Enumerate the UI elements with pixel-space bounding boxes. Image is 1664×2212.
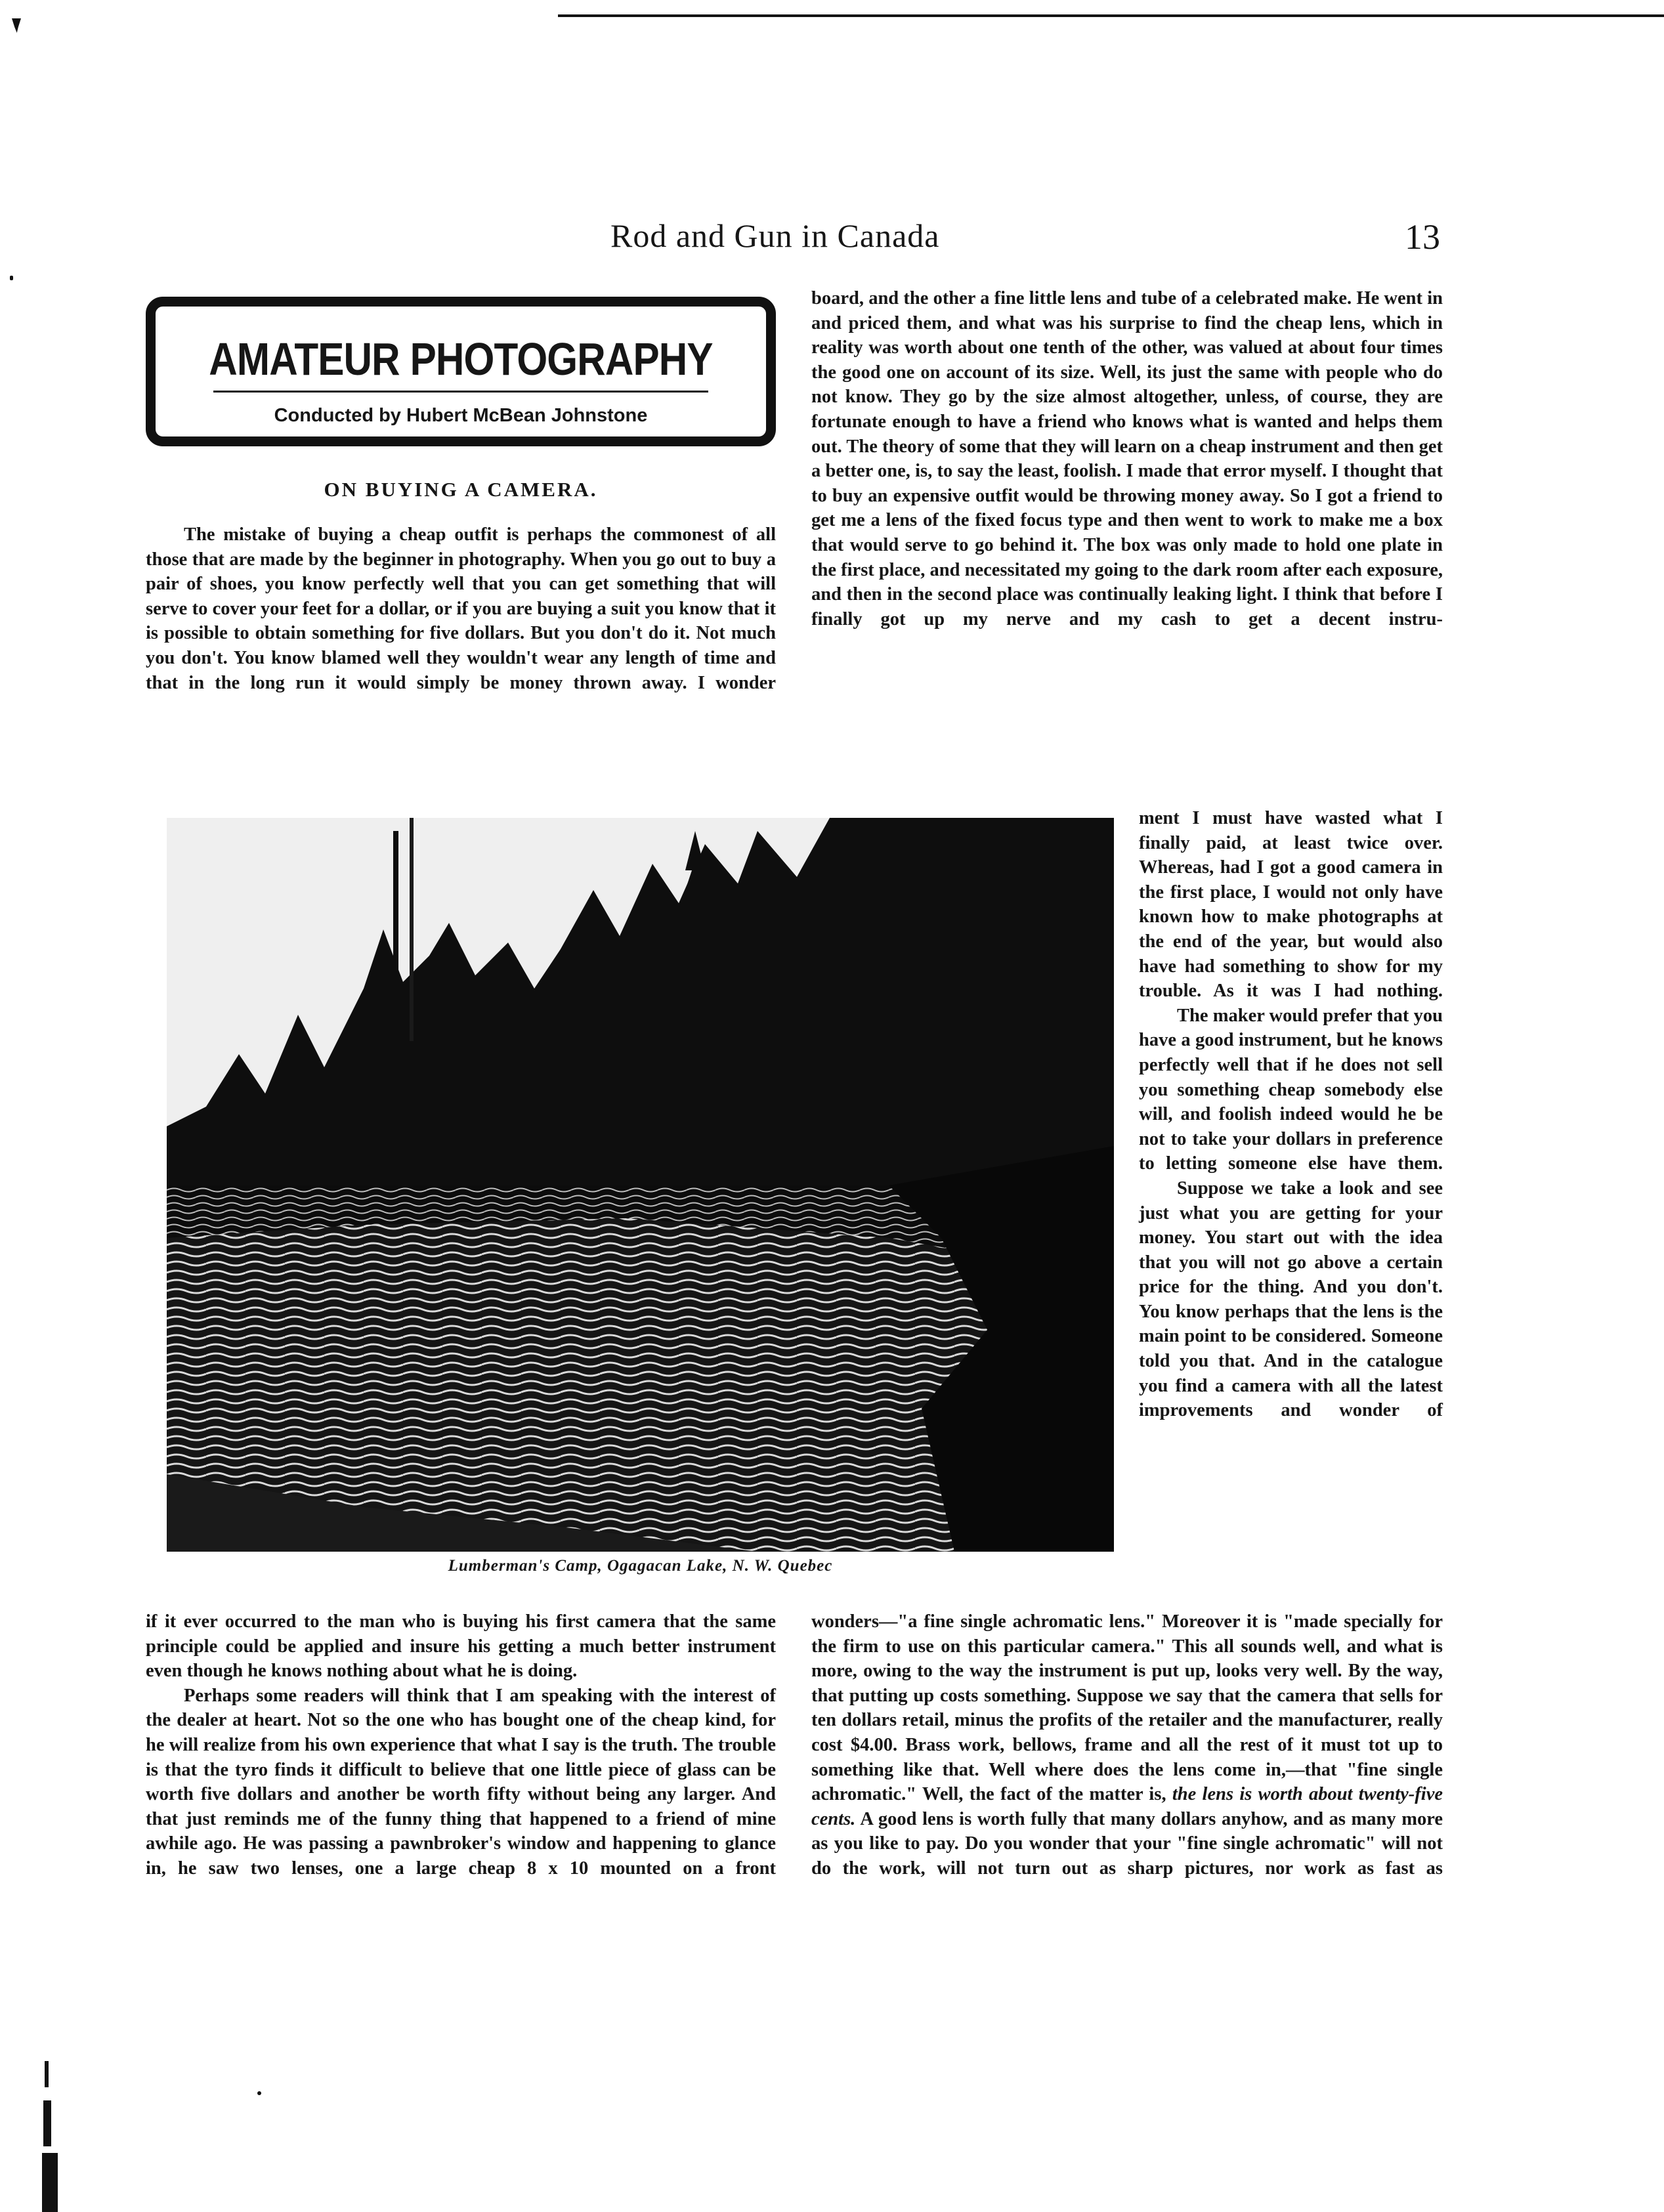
paragraph: Perhaps some readers will think that I am speaking with the interest of the dealer at heart. Not so the one who has bought one of the cheap kind, for he will realize from his own experience that what I say is the truth. The trouble is that the tyro finds it difficult to believe that one little piece of glass can be worth five dollars and another be worth fifty without being any larger. And that just reminds me of the funny thing that happened to a friend of mine awhile ago. He was passing a pawnbroker's window and happening to glance in, he saw two lenses, one a large cheap 8 x 10 mounted on a front	[146, 1685, 776, 1879]
paragraph: The mistake of buying a cheap outfit is perhaps the commonest of all those that are made by the beginner in photography. When you go out to buy a pair of shoes, you know perfectly well that you can get something that will serve to cover your feet for a dollar, or if you are buying a suit you know that it is possible to obtain something for five dollars. But you don't do it. Not much you don't. You know blamed well they wouldn't wear any length of time and that in the long run it would simply be money thrown away. I wonder	[146, 524, 776, 693]
paragraph: The maker would prefer that you have a good instrument, but he knows perfectly well that if he does not sell you something cheap somebody else will, and foolish indeed would he be not to take your dollars in preference to letting someone else have them.	[1139, 1005, 1443, 1174]
department-heading-box	[146, 297, 776, 446]
article-title: ON BUYING A CAMERA.	[324, 478, 598, 501]
paragraph-text: A good lens is worth fully that many dollars anyhow, and as many more as you like to pay. Do you wonder that your "fine single achromatic" will not do the work, will not turn out as sharp pictures, nor work as fast as	[811, 1808, 1443, 1879]
scan-mark	[12, 18, 21, 33]
paragraph: ment I must have wasted what I finally paid, at least twice over. Whereas, had I got a good camera in the first place, I would not only have known how to make photographs at the end of the year, but would also have had something to show for my trouble. As it was I had nothing.	[1139, 808, 1443, 1002]
column-right-narrow	[1139, 806, 1443, 1611]
paragraph: if it ever occurred to the man who is buying his first camera that the same principle could be applied and insure his getting a much better instrument even though he knows nothing about what he is doing.	[146, 1611, 776, 1682]
paragraph: Suppose we take a look and see just what you are getting for your money. You start out with the idea that you will not go above a certain price for the thing. And you don't. You know perhaps that the lens is the main point to be considered. Someone told you that. And in the catalogue you find a camera with all the latest improvements and wonder of	[1139, 1178, 1443, 1421]
photo-caption: Lumberman's Camp, Ogagacan Lake, N. W. Quebec	[448, 1557, 833, 1575]
paragraph-text: wonders—"a fine single achromatic lens." Moreover it is "made specially for the firm to use on this particular camera." This all sounds well, and what is more, owing to the way the instrument is put up, looks very well. By the way, that putting up costs something. Suppose we say that the camera that sells for ten dollars retail, minus the profits of the retailer and the manufacturer, really cost $4.00. Brass work, bellows, frame and all the rest of it must tot up to something like that. Well where does the lens come in,—that "fine single achromatic." Well, the fact of the matter is,	[811, 1611, 1443, 1805]
department-byline: Conducted by Hubert McBean Johnstone	[274, 405, 648, 426]
department-title: AMATEUR PHOTOGRAPHY	[209, 333, 713, 385]
paragraph: board, and the other a fine little lens and tube of a celebrated make. He went in and priced them, and what was his surprise to find the cheap lens, which in reality was worth about one tenth of the other, was valued at about four times the good one on account of its size. Well, its just the same with people who do not know. They go by the size almost altogether, unless, of course, they are fortunate enough to have a friend who knows what is wanted and helps them out. The theory of some that they will learn on a cheap instrument and then get a better one, is, to say the least, foolish. I made that error myself. I thought that to buy an expensive outfit would be throwing money away. So I got a friend to get me a lens of the fixed focus type and then went to work to make me a box that would serve to go behind it. The box was only made to hold one plate in the first place, and necessitated my going to the dark room after each exposure, and then in the second place was continually leaking light. I think that before I finally got up my nerve and my cash to get a decent instru-	[811, 288, 1443, 629]
lumber-camp-scene	[167, 818, 1114, 1552]
paragraph	[811, 1609, 1443, 1881]
scan-speck	[257, 2091, 261, 2095]
scan-binding-mark	[42, 2061, 59, 2212]
emphasis: the lens is worth about twenty-five cents.	[811, 1784, 1443, 1829]
top-rule	[558, 14, 1664, 17]
department-rule	[213, 391, 708, 393]
page-number: 13	[1405, 217, 1440, 257]
running-title: Rod and Gun in Canada	[610, 217, 940, 254]
column-right-top	[811, 286, 1443, 805]
scan-speck	[10, 276, 13, 280]
column-right-bottom	[811, 1609, 1443, 1990]
column-left-bottom	[146, 1609, 776, 1990]
photograph	[167, 818, 1114, 1552]
column-left-top	[146, 522, 776, 772]
